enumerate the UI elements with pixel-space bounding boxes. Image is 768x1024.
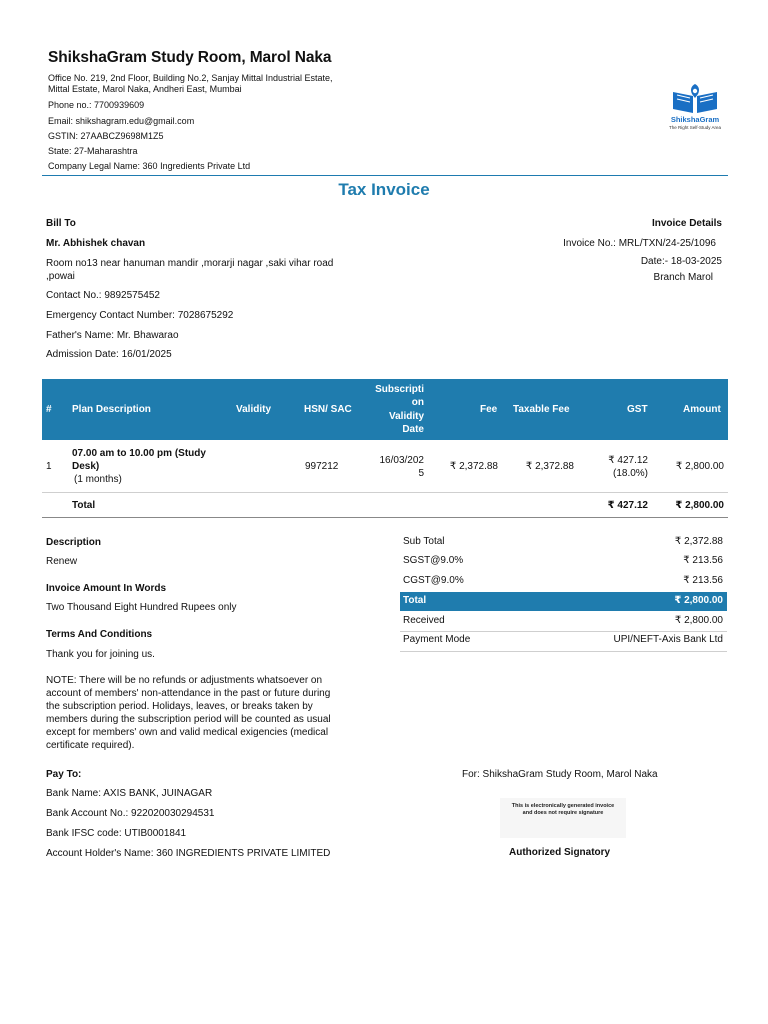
col-sub-date-1: Subscripti xyxy=(375,383,424,395)
company-address-line1: Office No. 219, 2nd Floor, Building No.2, Sanjay Mittal Industrial Estate, xyxy=(48,73,333,83)
row-divider xyxy=(42,492,728,493)
table-total-label: Total xyxy=(72,500,96,511)
logo-text: ShikshaGram xyxy=(670,115,720,124)
col-subscription-date xyxy=(364,379,424,440)
sgst-value: ₹ 213.56 xyxy=(683,555,723,566)
stamp-line2: and does not require signature xyxy=(522,810,604,816)
description-heading: Description xyxy=(46,537,102,548)
note-line3: the subscription period. Holidays, leaves, or breaks taken by xyxy=(46,701,313,712)
note-line1: NOTE: There will be no refunds or adjustments whatsoever on xyxy=(46,675,323,686)
cgst-label: CGST@9.0% xyxy=(403,575,464,586)
bill-to-heading: Bill To xyxy=(46,218,76,229)
summary-total-label: Total xyxy=(403,595,427,606)
summary-bottom-divider xyxy=(400,651,727,652)
summary-total xyxy=(400,592,727,611)
note-line5: except for members' own and valid medical exigencies (medical xyxy=(46,727,329,738)
customer-address-line1: Room no13 near hanuman mandir ,morarji nagar ,saki vihar road xyxy=(46,258,334,269)
col-taxable-fee: Taxable Fee xyxy=(513,404,570,415)
row-fee: ₹ 2,372.88 xyxy=(449,461,498,472)
summary-received xyxy=(400,612,727,631)
row-plan-line1: 07.00 am to 10.00 pm (Study xyxy=(72,448,206,459)
sub-total-value: ₹ 2,372.88 xyxy=(674,536,723,547)
bank-ifsc: Bank IFSC code: UTIB0001841 xyxy=(46,828,187,839)
row-plan-duration: (1 months) xyxy=(74,474,122,485)
summary-total-value: ₹ 2,800.00 xyxy=(674,595,723,606)
col-gst: GST xyxy=(627,404,648,415)
signature-stamp-text xyxy=(500,803,626,817)
col-sub-date-2: on xyxy=(411,397,424,408)
col-plan-description: Plan Description xyxy=(72,404,151,415)
signature-stamp xyxy=(500,798,626,838)
note-line4: members during the subscription period will be counted as usual xyxy=(46,714,331,725)
bank-name: Bank Name: AXIS BANK, JUINAGAR xyxy=(46,788,213,799)
row-hsn: 997212 xyxy=(305,461,339,472)
row-taxable-fee: ₹ 2,372.88 xyxy=(525,461,574,472)
header-divider xyxy=(42,175,728,176)
company-state: State: 27-Maharashtra xyxy=(48,146,138,156)
signatory-for-line: For: ShikshaGram Study Room, Marol Naka xyxy=(462,769,658,780)
note-line2: account of members' non-attendance in the past or future during xyxy=(46,688,331,699)
note-line6: certificate required). xyxy=(46,740,135,751)
total-divider xyxy=(42,517,728,518)
company-logo xyxy=(660,82,730,130)
description-text: Renew xyxy=(46,556,78,567)
emergency-contact: Emergency Contact Number: 7028675292 xyxy=(46,310,234,321)
terms-heading: Terms And Conditions xyxy=(46,629,153,640)
logo-tagline: The Right Self-Study Area xyxy=(668,125,722,130)
company-address-line2: Mittal Estate, Marol Naka, Andheri East, Mumbai xyxy=(48,84,242,94)
account-holder-name: Account Holder's Name: 360 INGREDIENTS PRIVATE LIMITED xyxy=(46,848,331,859)
company-phone: Phone no.: 7700939609 xyxy=(48,100,145,110)
col-hsn-sac: HSN/ SAC xyxy=(304,404,352,415)
payment-mode-label: Payment Mode xyxy=(403,634,471,645)
amount-words-text: Two Thousand Eight Hundred Rupees only xyxy=(46,602,237,613)
company-legal-name: Company Legal Name: 360 Ingredients Private Ltd xyxy=(48,161,251,171)
col-num: # xyxy=(46,404,52,415)
bank-account-number: Bank Account No.: 922020030294531 xyxy=(46,808,215,819)
father-name: Father's Name: Mr. Bhawarao xyxy=(46,330,179,341)
invoice-date: Date:- 18-03-2025 xyxy=(640,256,722,267)
row-gst-amount: ₹ 427.12 xyxy=(608,455,648,466)
customer-address-line2: ,powai xyxy=(46,271,75,282)
received-value: ₹ 2,800.00 xyxy=(674,615,723,626)
sub-total-label: Sub Total xyxy=(403,536,445,547)
summary-sgst xyxy=(400,552,727,571)
col-sub-date-3: Validity xyxy=(388,410,424,422)
invoice-details-heading: Invoice Details xyxy=(651,218,722,229)
customer-name: Mr. Abhishek chavan xyxy=(46,238,146,249)
invoice-branch: Branch Marol xyxy=(653,272,713,283)
customer-contact: Contact No.: 9892575452 xyxy=(46,290,160,301)
items-table-header xyxy=(42,379,728,440)
row-sub-date-1: 16/03/202 xyxy=(379,455,424,466)
company-gstin: GSTIN: 27AABCZ9698M1Z5 xyxy=(48,131,164,141)
sgst-label: SGST@9.0% xyxy=(403,555,464,566)
admission-date: Admission Date: 16/01/2025 xyxy=(46,349,172,360)
row-plan-line2: Desk) xyxy=(72,461,100,472)
table-total-gst: ₹ 427.12 xyxy=(607,500,648,511)
row-gst-rate: (18.0%) xyxy=(612,468,648,479)
row-amount: ₹ 2,800.00 xyxy=(675,461,724,472)
company-name: ShikshaGram Study Room, Marol Naka xyxy=(48,49,332,66)
invoice-number: Invoice No.: MRL/TXN/24-25/1096 xyxy=(563,238,716,249)
col-fee: Fee xyxy=(480,404,498,415)
summary-sub-total xyxy=(400,533,727,552)
company-email: Email: shikshagram.edu@gmail.com xyxy=(48,116,195,126)
received-label: Received xyxy=(403,615,445,626)
stamp-line1: This is electronically generated invoice xyxy=(511,803,615,809)
pay-to-heading: Pay To: xyxy=(46,769,82,780)
summary-cgst xyxy=(400,572,727,591)
authorized-signatory-label: Authorized Signatory xyxy=(509,847,611,858)
payment-mode-value: UPI/NEFT-Axis Bank Ltd xyxy=(613,634,723,645)
company-info xyxy=(48,73,408,172)
table-total-amount: ₹ 2,800.00 xyxy=(675,500,724,511)
col-sub-date-4: Date xyxy=(402,424,424,435)
row-num: 1 xyxy=(46,461,52,472)
summary-payment-mode xyxy=(400,631,727,650)
col-validity: Validity xyxy=(236,404,272,415)
amount-words-heading: Invoice Amount In Words xyxy=(46,583,167,594)
terms-thanks: Thank you for joining us. xyxy=(46,649,155,660)
book-logo-icon xyxy=(669,82,721,116)
cgst-value: ₹ 213.56 xyxy=(683,575,723,586)
row-sub-date-2: 5 xyxy=(418,468,424,479)
row-gst xyxy=(586,454,648,480)
col-amount: Amount xyxy=(683,404,721,415)
document-title: Tax Invoice xyxy=(338,180,430,199)
row-subscription-date xyxy=(362,454,424,480)
terms-note xyxy=(46,674,364,752)
